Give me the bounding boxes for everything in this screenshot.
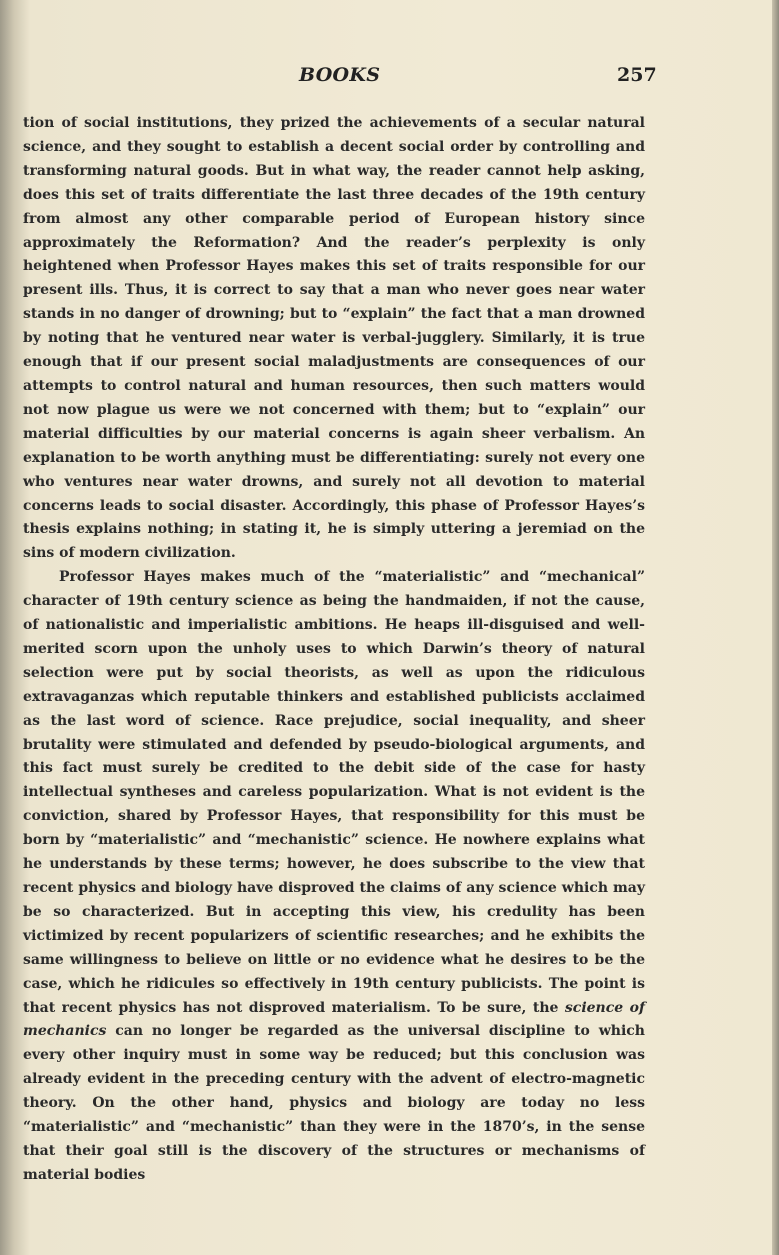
paragraph-1-text: tion of social institutions, they prized the achievements of a secular natural science, and they sought to establish a decent social order by controlling and transforming natural goods. But in what way, the reader cannot help asking, does this set of traits differentiate the last three decades of the 19th century from almost any other comparable period of European history since approximately the Reformation? And the reader’s perplexity is only heightened when Professor Hayes makes this set of traits responsible for our present ills. Thus, it is correct to say that a man who never goes near water stands in no danger of drowning; but to “explain” the fact that a man drowned by noting that he ventured near water is verbal-jugglery. Similarly, it is true enough that if our present social maladjustments are consequences of our attempts to control natural and human resources, then such matters would not now plague us were we not concerned with them; but to “explain” our material difficulties by our material concerns is again sheer verbalism. An explanation to be worth anything must be differentiating: surely not every one who ventures near water drowns, and surely not all devotion to material concerns leads to social disaster. Accordingly, this phase of Professor Hayes’s thesis explains nothing; in stating it, he is simply uttering a jeremiad on the sins of modern civilization. bbox=[23, 115, 645, 562]
paragraph-1 bbox=[23, 112, 645, 566]
page-header bbox=[0, 62, 779, 92]
italic-phrase: science of mechanics bbox=[23, 999, 645, 1040]
paragraph-2-text-end: can no longer be regarded as the universal discipline to which every other inquiry must in some way be reduced; but this conclusion was already evident in the preceding century with the advent of electro-magnetic theory. On the other hand, physics and biology are today no less “materialistic” and “mechanistic” than they were in the 1870’s, in the sense that their goal still is the discovery of the structures or mechanisms of material bodies bbox=[23, 1023, 645, 1183]
paragraph-2 bbox=[23, 566, 645, 1188]
page-edge-shadow bbox=[772, 0, 779, 1255]
paragraph-2-text-start: Professor Hayes makes much of the “materialistic” and “mechanical” character of 19th century science as being the handmaiden, if not the cause, of nationalistic and imperialistic ambitions. He heaps ill-disguised and well-merited scorn upon the unholy uses to which Darwin’s theory of natural selection were put by social theorists, as well as upon the ridiculous extravaganzas which reputable thinkers and established publicists acclaimed as the last word of science. Race prejudice, social inequality, and sheer brutality were stimulated and defended by pseudo-biological arguments, and this fact must surely be credited to the debit side of the case for hasty intellectual syntheses and careless popularization. What is not evident is the conviction, shared by Professor Hayes, that responsibility for this must be born by “materialistic” and “mechanistic” science. He nowhere explains what he understands by these terms; however, he does subscribe to the view that recent physics and biology have disproved the claims of any science which may be so characterized. But in accepting this view, his credulity has been victimized by recent popularizers of scientific researches; and he exhibits the same willingness to believe on little or no evidence what he desires to be the case, which he ridicules so effectively in 19th century publicists. The point is that recent physics has not disproved materialism. To be sure, the bbox=[23, 569, 645, 1016]
page-number: 257 bbox=[617, 64, 657, 86]
body-text bbox=[23, 112, 645, 1188]
running-title: BOOKS bbox=[299, 64, 381, 86]
